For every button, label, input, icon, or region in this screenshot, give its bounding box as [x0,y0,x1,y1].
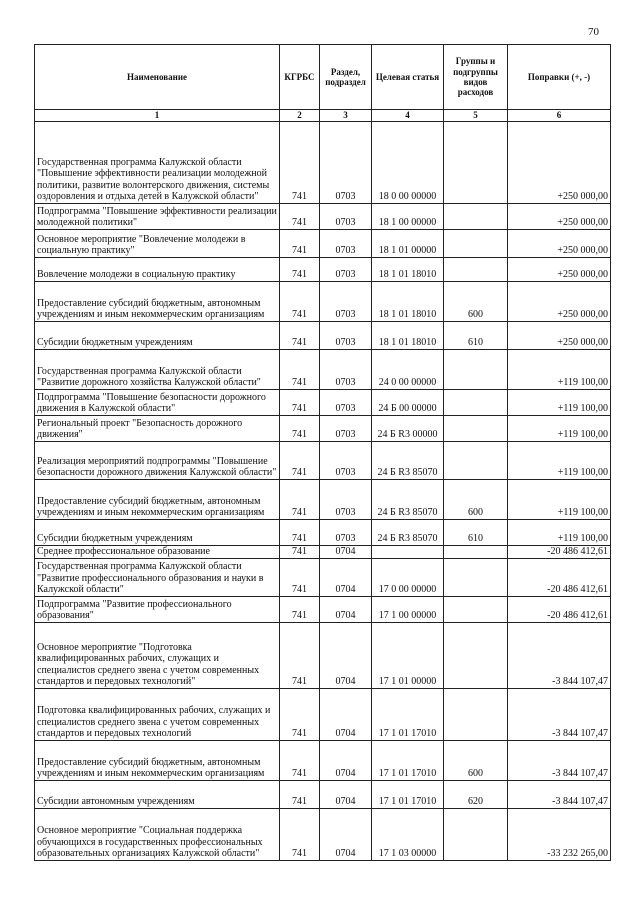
row-group [444,623,508,689]
row-name: Реализация мероприятий подпрограммы "Повышение безопасности дорожного движения Калужской области" [35,442,280,480]
row-target: 18 1 01 18010 [372,258,444,282]
row-amount: -20 486 412,61 [508,546,611,559]
row-target [372,546,444,559]
row-kgrbs: 741 [280,597,320,623]
row-target: 18 0 00 00000 [372,122,444,204]
row-name: Основное мероприятие "Социальная поддержка обучающихся в государственных профессиональных образовательных организациях Калужской области" [35,809,280,861]
row-amount: +250 000,00 [508,322,611,350]
row-name: Государственная программа Калужской области "Развитие профессионального образования и науки в Калужской области" [35,559,280,597]
row-target: 17 1 01 17010 [372,781,444,809]
table-row [35,520,611,546]
row-section: 0703 [320,480,372,520]
row-amount: +250 000,00 [508,230,611,258]
row-section: 0704 [320,741,372,781]
row-target: 24 Б R3 85070 [372,520,444,546]
row-group [444,559,508,597]
column-number: 5 [444,110,508,122]
table-row [35,623,611,689]
row-amount: -3 844 107,47 [508,781,611,809]
row-section: 0704 [320,623,372,689]
row-section: 0703 [320,520,372,546]
column-number: 3 [320,110,372,122]
row-section: 0704 [320,689,372,741]
table-row [35,597,611,623]
row-target: 24 0 00 00000 [372,350,444,390]
row-kgrbs: 741 [280,559,320,597]
row-group: 610 [444,322,508,350]
row-amount: +119 100,00 [508,350,611,390]
row-section: 0703 [320,204,372,230]
row-kgrbs: 741 [280,390,320,416]
row-amount: -3 844 107,47 [508,689,611,741]
row-kgrbs: 741 [280,416,320,442]
row-section: 0703 [320,122,372,204]
row-target: 24 Б 00 00000 [372,390,444,416]
row-name: Региональный проект "Безопасность дорожного движения" [35,416,280,442]
table-row [35,122,611,204]
row-section: 0703 [320,350,372,390]
row-section: 0704 [320,559,372,597]
row-group [444,258,508,282]
column-number: 1 [35,110,280,122]
header-name: Наименование [35,45,280,110]
table-row [35,230,611,258]
table-row [35,442,611,480]
header-groups: Группы и подгруппы видов расходов [444,45,508,110]
row-section: 0704 [320,781,372,809]
table-row [35,322,611,350]
row-kgrbs: 741 [280,623,320,689]
column-numbers-row [35,110,611,122]
row-kgrbs: 741 [280,282,320,322]
row-kgrbs: 741 [280,689,320,741]
row-section: 0703 [320,390,372,416]
header-target: Целевая статья [372,45,444,110]
row-name: Вовлечение молодежи в социальную практику [35,258,280,282]
row-name: Основное мероприятие "Вовлечение молодежи в социальную практику" [35,230,280,258]
row-target: 24 Б R3 85070 [372,480,444,520]
row-target: 17 1 01 17010 [372,741,444,781]
table-row [35,809,611,861]
table-row [35,480,611,520]
table-row [35,559,611,597]
row-kgrbs: 741 [280,520,320,546]
row-amount: +119 100,00 [508,480,611,520]
row-amount: -20 486 412,61 [508,597,611,623]
row-group: 610 [444,520,508,546]
row-target: 18 1 01 00000 [372,230,444,258]
table-row [35,689,611,741]
row-section: 0703 [320,322,372,350]
row-group [444,416,508,442]
table-row [35,258,611,282]
row-target: 17 0 00 00000 [372,559,444,597]
row-name: Субсидии автономным учреждениям [35,781,280,809]
row-group [444,689,508,741]
column-number: 2 [280,110,320,122]
header-kgrbs: КГРБС [280,45,320,110]
row-kgrbs: 741 [280,781,320,809]
row-name: Субсидии бюджетным учреждениям [35,322,280,350]
row-section: 0704 [320,546,372,559]
row-kgrbs: 741 [280,480,320,520]
row-target: 24 Б R3 85070 [372,442,444,480]
row-kgrbs: 741 [280,258,320,282]
table-body [35,122,611,861]
row-group [444,546,508,559]
row-amount: +119 100,00 [508,416,611,442]
row-target: 18 1 01 18010 [372,322,444,350]
row-amount: +250 000,00 [508,122,611,204]
page-number: 70 [588,26,599,38]
row-target: 24 Б R3 00000 [372,416,444,442]
row-target: 17 1 01 00000 [372,623,444,689]
row-target: 17 1 03 00000 [372,809,444,861]
row-amount: +250 000,00 [508,258,611,282]
row-name: Подпрограмма "Повышение безопасности дорожного движения в Калужской области" [35,390,280,416]
row-kgrbs: 741 [280,809,320,861]
row-name: Основное мероприятие "Подготовка квалифицированных рабочих, служащих и специалистов среднего звена с учетом современных стандартов и передовых технологий" [35,623,280,689]
row-amount: +250 000,00 [508,204,611,230]
row-name: Предоставление субсидий бюджетным, автономным учреждениям и иным некоммерческим организациям [35,480,280,520]
row-name: Подпрограмма "Развитие профессионального образования" [35,597,280,623]
row-kgrbs: 741 [280,350,320,390]
row-amount: +119 100,00 [508,390,611,416]
header-amendments: Поправки (+, -) [508,45,611,110]
row-section: 0703 [320,416,372,442]
row-section: 0703 [320,258,372,282]
row-amount: -3 844 107,47 [508,741,611,781]
row-name: Предоставление субсидий бюджетным, автономным учреждениям и иным некоммерческим организациям [35,741,280,781]
row-target: 18 1 00 00000 [372,204,444,230]
row-name: Государственная программа Калужской области "Повышение эффективности реализации молодежной политики, развитие волонтерского движения, системы оздоровления и отдыха детей в Калужской области" [35,122,280,204]
row-section: 0703 [320,282,372,322]
row-group: 600 [444,741,508,781]
row-amount: +119 100,00 [508,520,611,546]
row-group: 620 [444,781,508,809]
header-section: Раздел, подраздел [320,45,372,110]
row-amount: +250 000,00 [508,282,611,322]
row-group: 600 [444,480,508,520]
row-kgrbs: 741 [280,546,320,559]
row-amount: -33 232 265,00 [508,809,611,861]
row-group [444,230,508,258]
table-row [35,781,611,809]
row-kgrbs: 741 [280,322,320,350]
row-group [444,204,508,230]
row-kgrbs: 741 [280,204,320,230]
row-name: Подготовка квалифицированных рабочих, служащих и специалистов среднего звена с учетом современных стандартов и передовых технологий [35,689,280,741]
table-row [35,416,611,442]
row-name: Государственная программа Калужской области "Развитие дорожного хозяйства Калужской области" [35,350,280,390]
row-name: Предоставление субсидий бюджетным, автономным учреждениям и иным некоммерческим организациям [35,282,280,322]
budget-table [34,44,611,861]
header-row [35,45,611,110]
table-row [35,390,611,416]
column-number: 4 [372,110,444,122]
row-section: 0703 [320,230,372,258]
row-target: 17 1 00 00000 [372,597,444,623]
row-group [444,122,508,204]
row-amount: -3 844 107,47 [508,623,611,689]
row-group [444,350,508,390]
table-row [35,741,611,781]
table-row [35,204,611,230]
row-group [444,390,508,416]
row-name: Субсидии бюджетным учреждениям [35,520,280,546]
row-kgrbs: 741 [280,741,320,781]
row-section: 0704 [320,597,372,623]
row-group [444,597,508,623]
row-group [444,809,508,861]
row-name: Среднее профессиональное образование [35,546,280,559]
table-row [35,350,611,390]
row-name: Подпрограмма "Повышение эффективности реализации молодежной политики" [35,204,280,230]
row-kgrbs: 741 [280,442,320,480]
row-section: 0703 [320,442,372,480]
row-amount: -20 486 412,61 [508,559,611,597]
row-group: 600 [444,282,508,322]
row-section: 0704 [320,809,372,861]
column-number: 6 [508,110,611,122]
table-row [35,282,611,322]
table-row [35,546,611,559]
row-target: 17 1 01 17010 [372,689,444,741]
row-kgrbs: 741 [280,122,320,204]
row-kgrbs: 741 [280,230,320,258]
row-amount: +119 100,00 [508,442,611,480]
row-group [444,442,508,480]
row-target: 18 1 01 18010 [372,282,444,322]
